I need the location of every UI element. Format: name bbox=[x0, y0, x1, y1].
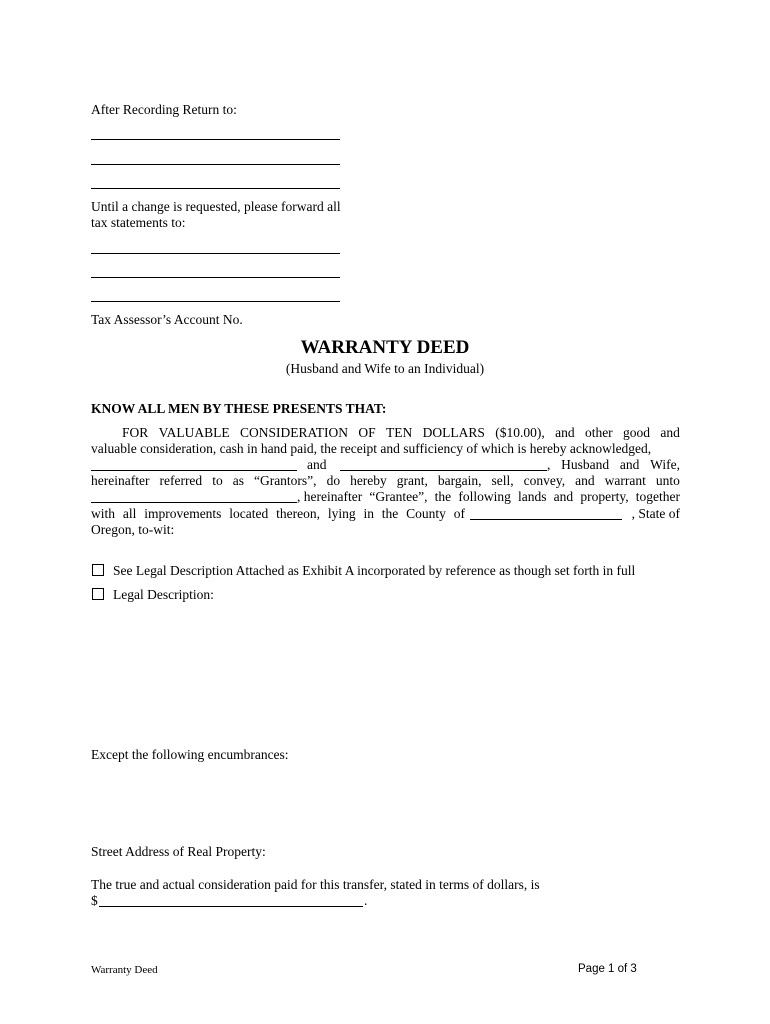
body-line-7: Oregon, to-wit: bbox=[91, 522, 175, 537]
footer-page-number: Page 1 of 3 bbox=[578, 963, 637, 975]
return-address-line-2[interactable] bbox=[91, 164, 340, 165]
footer-document-name: Warranty Deed bbox=[91, 964, 158, 976]
body-line-6: with all improvements located thereon, lying in the County of , State of bbox=[91, 506, 680, 521]
legal-description-label: Legal Description: bbox=[113, 587, 214, 602]
body-line-3: and , Husband and Wife, bbox=[91, 457, 680, 473]
document-subtitle: (Husband and Wife to an Individual) bbox=[285, 361, 485, 376]
body-line-1: FOR VALUABLE CONSIDERATION OF TEN DOLLARS ($10.00), and other good and bbox=[122, 425, 680, 440]
exhibit-option-label: See Legal Description Attached as Exhibit A incorporated by reference as though set forth in full bbox=[113, 563, 636, 578]
tax-address-line-3[interactable] bbox=[91, 301, 340, 302]
document-title: WARRANTY DEED bbox=[300, 337, 470, 358]
consideration-amount-line: $ . bbox=[91, 893, 368, 908]
tax-account-label: Tax Assessor’s Account No. bbox=[91, 312, 243, 327]
presents-heading: KNOW ALL MEN BY THESE PRESENTS THAT: bbox=[91, 401, 387, 416]
grantee-blank[interactable] bbox=[91, 490, 297, 503]
grantor-1-blank[interactable] bbox=[91, 458, 297, 471]
exhibit-checkbox[interactable] bbox=[92, 564, 104, 576]
consideration-amount-blank[interactable] bbox=[99, 894, 363, 907]
body-line-2: valuable consideration, cash in hand paid, the receipt and sufficiency of which is hereby acknowledged, bbox=[91, 441, 652, 456]
body-line-5: , hereinafter “Grantee”, the following lands and property, together bbox=[91, 489, 680, 505]
return-heading: After Recording Return to: bbox=[91, 102, 237, 117]
legal-description-checkbox[interactable] bbox=[92, 588, 104, 600]
street-address-label: Street Address of Real Property: bbox=[91, 844, 266, 859]
return-address-line-1[interactable] bbox=[91, 139, 340, 140]
return-address-line-3[interactable] bbox=[91, 188, 340, 189]
county-blank[interactable] bbox=[470, 507, 622, 520]
tax-statement-heading-1: Until a change is requested, please forward all bbox=[91, 199, 341, 214]
consideration-text: The true and actual consideration paid for this transfer, stated in terms of dollars, is bbox=[91, 877, 540, 892]
tax-address-line-2[interactable] bbox=[91, 277, 340, 278]
body-line-4: hereinafter referred to as “Grantors”, do hereby grant, bargain, sell, convey, and warrant unto bbox=[91, 473, 680, 488]
encumbrances-label: Except the following encumbrances: bbox=[91, 747, 289, 762]
grantor-2-blank[interactable] bbox=[340, 458, 547, 471]
tax-statement-heading-2: tax statements to: bbox=[91, 215, 186, 230]
tax-address-line-1[interactable] bbox=[91, 253, 340, 254]
